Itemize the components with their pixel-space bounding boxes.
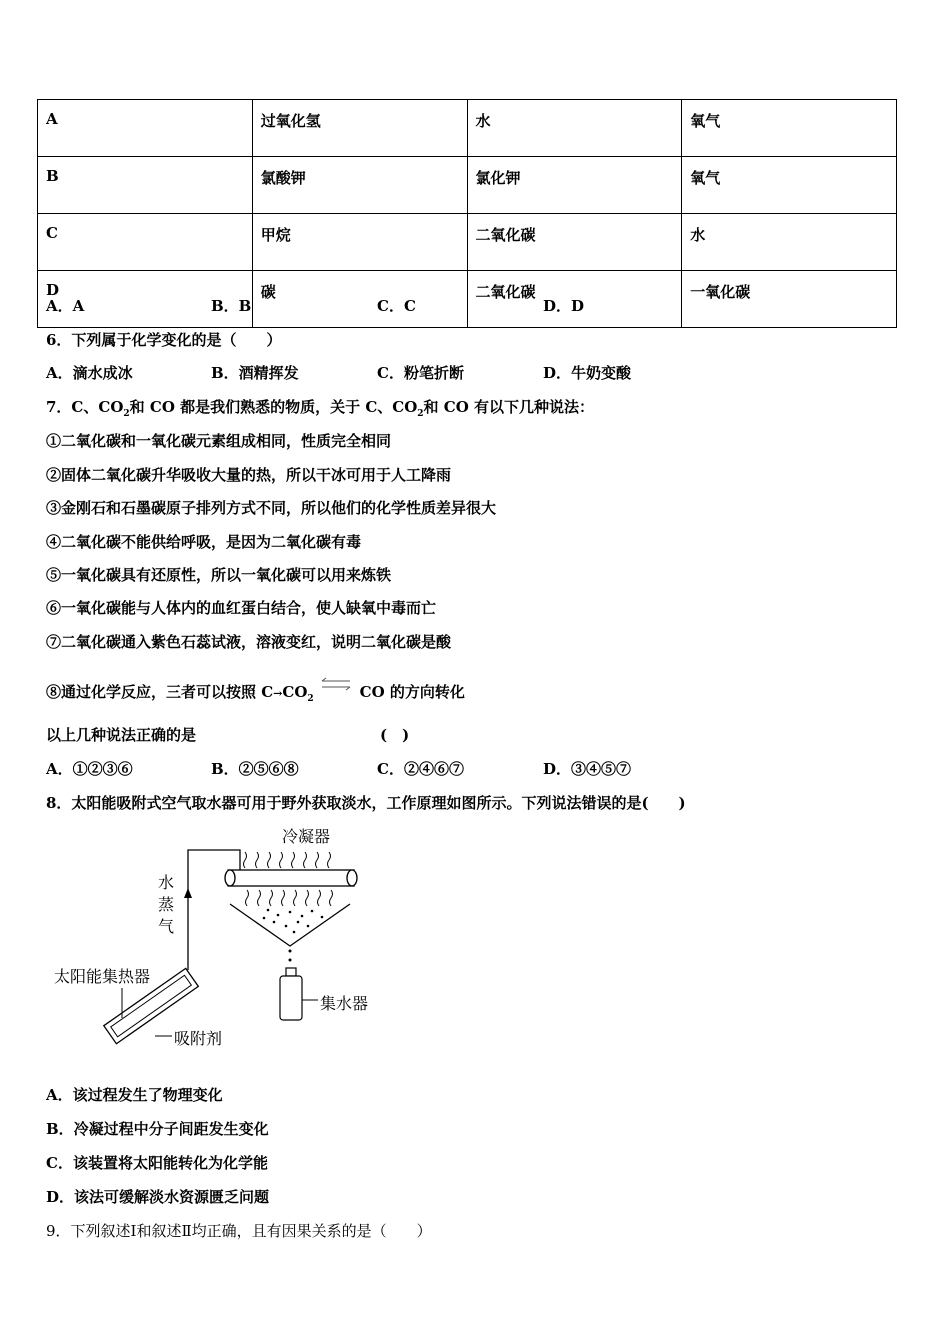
table-cell: 水: [467, 100, 682, 157]
q7-answer-paren: ( ): [380, 726, 410, 744]
q7-option-a[interactable]: A．①②③⑥: [46, 760, 133, 778]
q7-option-c[interactable]: C．②④⑥⑦: [377, 760, 464, 778]
q7-statement-6: ⑥一氧化碳能与人体内的血红蛋白结合，使人缺氧中毒而亡: [46, 599, 437, 617]
q7-stem-part: 7．C、CO: [46, 398, 124, 416]
water-collector-label: 集水器: [320, 994, 369, 1013]
q8-stem: 8．太阳能吸附式空气取水器可用于野外获取淡水，工作原理如图所示。下列说法错误的是( ): [46, 794, 686, 812]
q5-option-c[interactable]: C．C: [377, 297, 416, 315]
q7-statement-2: ②固体二氧化碳升华吸收大量的热，所以干冰可用于人工降雨: [46, 466, 452, 484]
q7-stem-part: 和 CO 有以下几种说法：: [423, 398, 594, 416]
q8-option-c[interactable]: C．该装置将太阳能转化为化学能: [46, 1154, 268, 1172]
statement-part: ⑧通过化学反应，三者可以按照 C: [46, 683, 274, 701]
adsorbent-label: 吸附剂: [174, 1029, 223, 1048]
table-cell: 水: [682, 214, 897, 271]
table-cell: 氧气: [682, 157, 897, 214]
arrow-icon: →: [273, 687, 283, 700]
table-cell: 二氧化碳: [467, 271, 682, 328]
q7-conclusion: 以上几种说法正确的是: [46, 726, 197, 744]
q7-statement-4: ④二氧化碳不能供给呼吸，是因为二氧化碳有毒: [46, 533, 362, 551]
q8-option-b[interactable]: B．冷凝过程中分子间距发生变化: [46, 1120, 269, 1138]
options-table: [37, 99, 897, 328]
table-cell: A: [38, 100, 253, 157]
table-cell: B: [38, 157, 253, 214]
q7-option-d[interactable]: D．③④⑤⑦: [543, 760, 632, 778]
q7-statement-5: ⑤一氧化碳具有还原性，所以一氧化碳可以用来炼铁: [46, 566, 392, 584]
condenser-label: 冷凝器: [282, 827, 331, 846]
q9-stem: 9．下列叙述Ⅰ和叙述Ⅱ均正确，且有因果关系的是（ ）: [46, 1222, 432, 1240]
table-cell: 氯酸钾: [252, 157, 467, 214]
q6-option-d[interactable]: D．牛奶变酸: [543, 364, 632, 382]
subscript: 2: [417, 409, 424, 419]
q6-option-c[interactable]: C．粉笔折断: [377, 364, 464, 382]
table-cell: 一氧化碳: [682, 271, 897, 328]
q7-statement-8: [46, 677, 465, 704]
statement-part: CO: [282, 683, 308, 701]
reversible-arrow-icon: [318, 677, 354, 693]
subscript: 2: [123, 409, 130, 419]
table-cell: 二氧化碳: [467, 214, 682, 271]
table-cell: C: [38, 214, 253, 271]
q8-option-a[interactable]: A．该过程发生了物理变化: [46, 1086, 223, 1104]
table-cell: 碳: [252, 271, 467, 328]
table-cell: 氧气: [682, 100, 897, 157]
table-cell: 甲烷: [252, 214, 467, 271]
vapor-label-2: 蒸: [158, 895, 175, 914]
table-row: [38, 157, 897, 214]
q7-option-b[interactable]: B．②⑤⑥⑧: [211, 760, 299, 778]
table-row: [38, 100, 897, 157]
q7-stem-part: 和 CO 都是我们熟悉的物质，关于 C、CO: [129, 398, 418, 416]
q7-statement-3: ③金刚石和石墨碳原子排列方式不同，所以他们的化学性质差异很大: [46, 499, 497, 517]
q6-option-a[interactable]: A．滴水成冰: [46, 364, 133, 382]
q5-option-a[interactable]: A．A: [46, 297, 85, 315]
table-cell: D: [38, 271, 253, 328]
q6-stem: 6．下列属于化学变化的是（ ）: [46, 331, 282, 349]
q7-statement-1: ①二氧化碳和一氧化碳元素组成相同，性质完全相同: [46, 432, 392, 450]
vapor-label-1: 水: [158, 873, 175, 892]
q6-option-b[interactable]: B．酒精挥发: [211, 364, 299, 382]
table-cell: 过氧化氢: [252, 100, 467, 157]
table-row: [38, 214, 897, 271]
q7-statement-7: ⑦二氧化碳通入紫色石蕊试液，溶液变红，说明二氧化碳是酸: [46, 633, 452, 651]
statement-part: CO 的方向转化: [359, 683, 465, 701]
table-cell: 氯化钾: [467, 157, 682, 214]
q5-option-b[interactable]: B．B: [211, 297, 252, 315]
q7-stem: [46, 396, 594, 419]
table-row: [38, 271, 897, 328]
q8-option-d[interactable]: D．该法可缓解淡水资源匮乏问题: [46, 1188, 270, 1206]
solar-collector-label: 太阳能集热器: [54, 967, 151, 986]
water-harvester-figure: [50, 818, 390, 1058]
q5-option-d[interactable]: D．D: [543, 297, 585, 315]
vapor-label-3: 气: [158, 917, 175, 936]
apparatus-diagram: [50, 818, 390, 1058]
subscript: 2: [307, 694, 314, 704]
